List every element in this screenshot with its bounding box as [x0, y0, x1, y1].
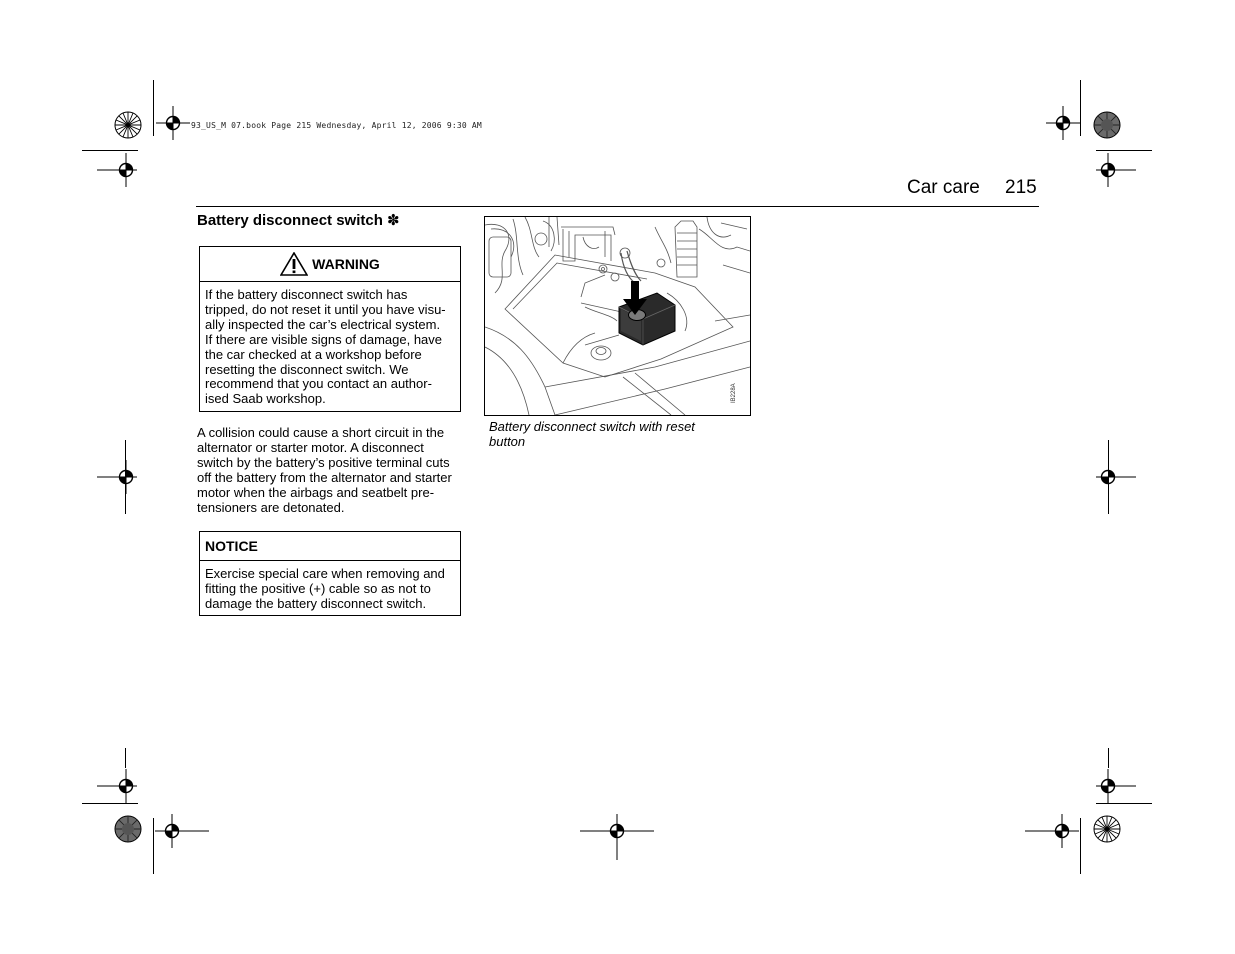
- body-paragraph: [197, 426, 462, 515]
- crop-line: [153, 80, 154, 136]
- figure-code: IB228A: [731, 383, 737, 403]
- notice-box: [199, 531, 461, 616]
- body-line: switch by the battery’s positive terminal cuts: [197, 454, 450, 470]
- crop-line: [125, 440, 126, 514]
- warning-line: ally inspected the car’s electrical system.: [205, 316, 441, 332]
- registration-mark-icon: [155, 814, 209, 848]
- star-target-icon: [1093, 111, 1121, 139]
- section-title: Battery disconnect switch ✽: [197, 212, 400, 229]
- notice-text: [200, 561, 460, 612]
- warning-line: resetting the disconnect switch. We: [205, 361, 409, 377]
- arrow-down-icon: [622, 281, 648, 317]
- registration-mark-icon: [156, 106, 190, 140]
- crop-line: [1080, 818, 1081, 874]
- star-target-icon: [1093, 815, 1121, 843]
- notice-line: fitting the positive (+) cable so as not to: [205, 580, 431, 596]
- warning-line: recommend that you contact an author-: [205, 376, 432, 392]
- warning-line: If the battery disconnect switch has: [205, 287, 408, 302]
- crop-line: [125, 748, 126, 768]
- star-target-icon: [114, 111, 142, 139]
- section-name: Car care: [907, 177, 980, 198]
- registration-mark-icon: [1096, 460, 1136, 494]
- crop-line: [1080, 80, 1081, 136]
- warning-heading: WARNING: [312, 256, 380, 272]
- registration-mark-icon: [580, 814, 654, 860]
- crop-line: [1096, 803, 1152, 804]
- notice-line: damage the battery disconnect switch.: [205, 595, 427, 611]
- warning-box: [199, 246, 461, 412]
- body-line: alternator or starter motor. A disconnect: [197, 439, 424, 455]
- caption-line: Battery disconnect switch with reset: [489, 419, 695, 434]
- crop-line: [1108, 440, 1109, 514]
- warning-line: tripped, do not reset it until you have visu-: [205, 301, 446, 317]
- warning-text: [200, 282, 460, 407]
- body-line: motor when the airbags and seatbelt pre-: [197, 484, 435, 500]
- crop-line: [82, 150, 138, 151]
- body-line: tensioners are detonated.: [197, 499, 345, 515]
- notice-heading: NOTICE: [205, 538, 258, 554]
- body-line: off the battery from the alternator and starter: [197, 469, 452, 485]
- registration-mark-icon: [1096, 153, 1136, 187]
- warning-line: If there are visible signs of damage, have: [205, 331, 443, 347]
- registration-mark-icon: [1025, 814, 1079, 848]
- engine-bay-illustration: [484, 216, 751, 416]
- header-rule: [196, 206, 1039, 207]
- warning-line: the car checked at a workshop before: [205, 346, 422, 362]
- registration-mark-icon: [97, 769, 137, 803]
- registration-mark-icon: [97, 153, 137, 187]
- registration-mark-icon: [1096, 769, 1136, 803]
- print-info-line: 93_US_M 07.book Page 215 Wednesday, April 12, 2006 9:30 AM: [191, 121, 482, 130]
- body-line: A collision could cause a short circuit in the: [197, 425, 445, 440]
- warning-line: ised Saab workshop.: [205, 391, 326, 407]
- caption-line: button: [489, 433, 526, 449]
- registration-mark-icon: [97, 460, 137, 494]
- warning-header: [200, 247, 460, 282]
- figure-caption: [489, 420, 739, 450]
- star-target-icon: [114, 815, 142, 843]
- crop-line: [82, 803, 138, 804]
- crop-line: [1108, 748, 1109, 768]
- crop-line: [1096, 150, 1152, 151]
- page-number: 215: [1005, 177, 1037, 198]
- crop-line: [153, 818, 154, 874]
- notice-line: Exercise special care when removing and: [205, 566, 445, 581]
- registration-mark-icon: [1046, 106, 1080, 140]
- warning-triangle-icon: [280, 252, 308, 276]
- notice-header: [200, 532, 460, 561]
